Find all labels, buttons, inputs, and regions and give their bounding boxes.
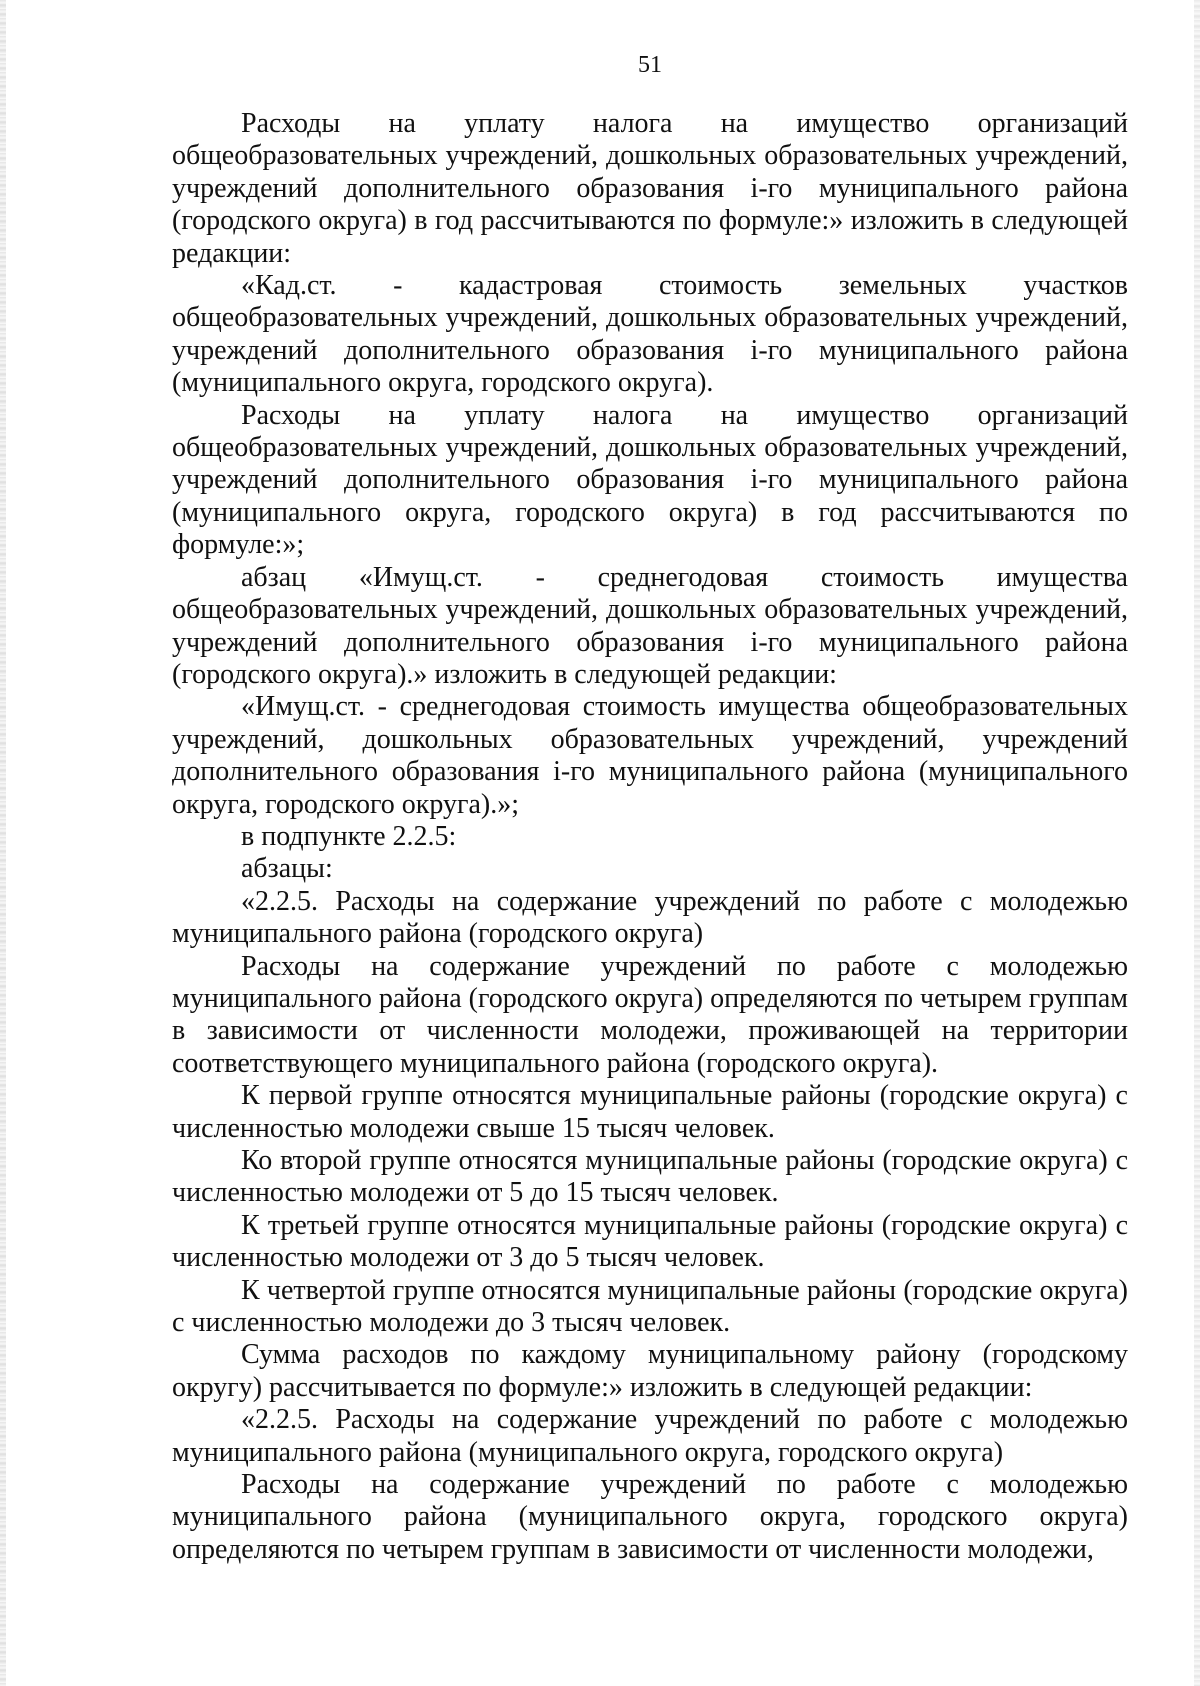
paragraph: Расходы на уплату налога на имущество организаций общеобразовательных учреждений, дошкольных образовательных учреждений, учреждений дополнительного образования i-го муниципального района (муниципального округа, городского округа) в год рассчитываются по формуле:»; [172,399,1128,561]
scan-edge-right [1194,0,1200,1686]
paragraph: абзац «Имущ.ст. - среднегодовая стоимость имущества общеобразовательных учреждений, дошкольных образовательных учреждений, учреждений дополнительного образования i-го муниципального района (городского округа).» изложить в следующей редакции: [172,561,1128,690]
paragraph: «Кад.ст. - кадастровая стоимость земельных участков общеобразовательных учреждений, дошкольных образовательных учреждений, учреждений дополнительного образования i-го муниципального района (муниципального округа, городского округа). [172,270,1128,399]
document-body [172,108,1128,1566]
paragraph: Ко второй группе относятся муниципальные районы (городские округа) с численностью молодежи от 5 до 15 тысяч человек. [172,1145,1128,1209]
paragraph: Расходы на содержание учреждений по работе с молодежью муниципального района (муниципального округа, городского округа) определяются по четырем группам в зависимости от численности молодежи, [172,1469,1128,1565]
paragraph: Расходы на уплату налога на имущество организаций общеобразовательных учреждений, дошкольных образовательных учреждений, учреждений дополнительного образования i-го муниципального района (городского округа) в год рассчитываются по формуле:» изложить в следующей редакции: [172,108,1128,269]
paragraph: К третьей группе относятся муниципальные районы (городские округа) с численностью молодежи от 3 до 5 тысяч человек. [172,1209,1128,1274]
paragraph: К четвертой группе относятся муниципальные районы (городские округа) с численностью молодежи до 3 тысяч человек. [172,1274,1128,1339]
page-number: 51 [638,52,662,78]
paragraph: «Имущ.ст. - среднегодовая стоимость имущества общеобразовательных учреждений, дошкольных образовательных учреждений, учреждений дополнительного образования i-го муниципального района (муниципального округа, городского округа).»; [172,691,1128,820]
paragraph: «2.2.5. Расходы на содержание учреждений по работе с молодежью муниципального района (городского округа) [172,885,1128,950]
paragraph: «2.2.5. Расходы на содержание учреждений по работе с молодежью муниципального района (муниципального округа, городского округа) [172,1404,1128,1468]
paragraph: Сумма расходов по каждому муниципальному району (городскому округу) рассчитывается по формуле:» изложить в следующей редакции: [172,1339,1128,1403]
scan-edge-left [0,0,6,1686]
paragraph: Расходы на содержание учреждений по работе с молодежью муниципального района (городского округа) определяются по четырем группам в зависимости от численности молодежи, проживающей на территории соответствующего муниципального района (городского округа). [172,950,1128,1079]
paragraph: К первой группе относятся муниципальные районы (городские округа) с численностью молодежи свыше 15 тысяч человек. [172,1080,1128,1144]
paragraph: абзацы: [241,853,333,885]
paragraph: в подпункте 2.2.5: [241,820,457,852]
